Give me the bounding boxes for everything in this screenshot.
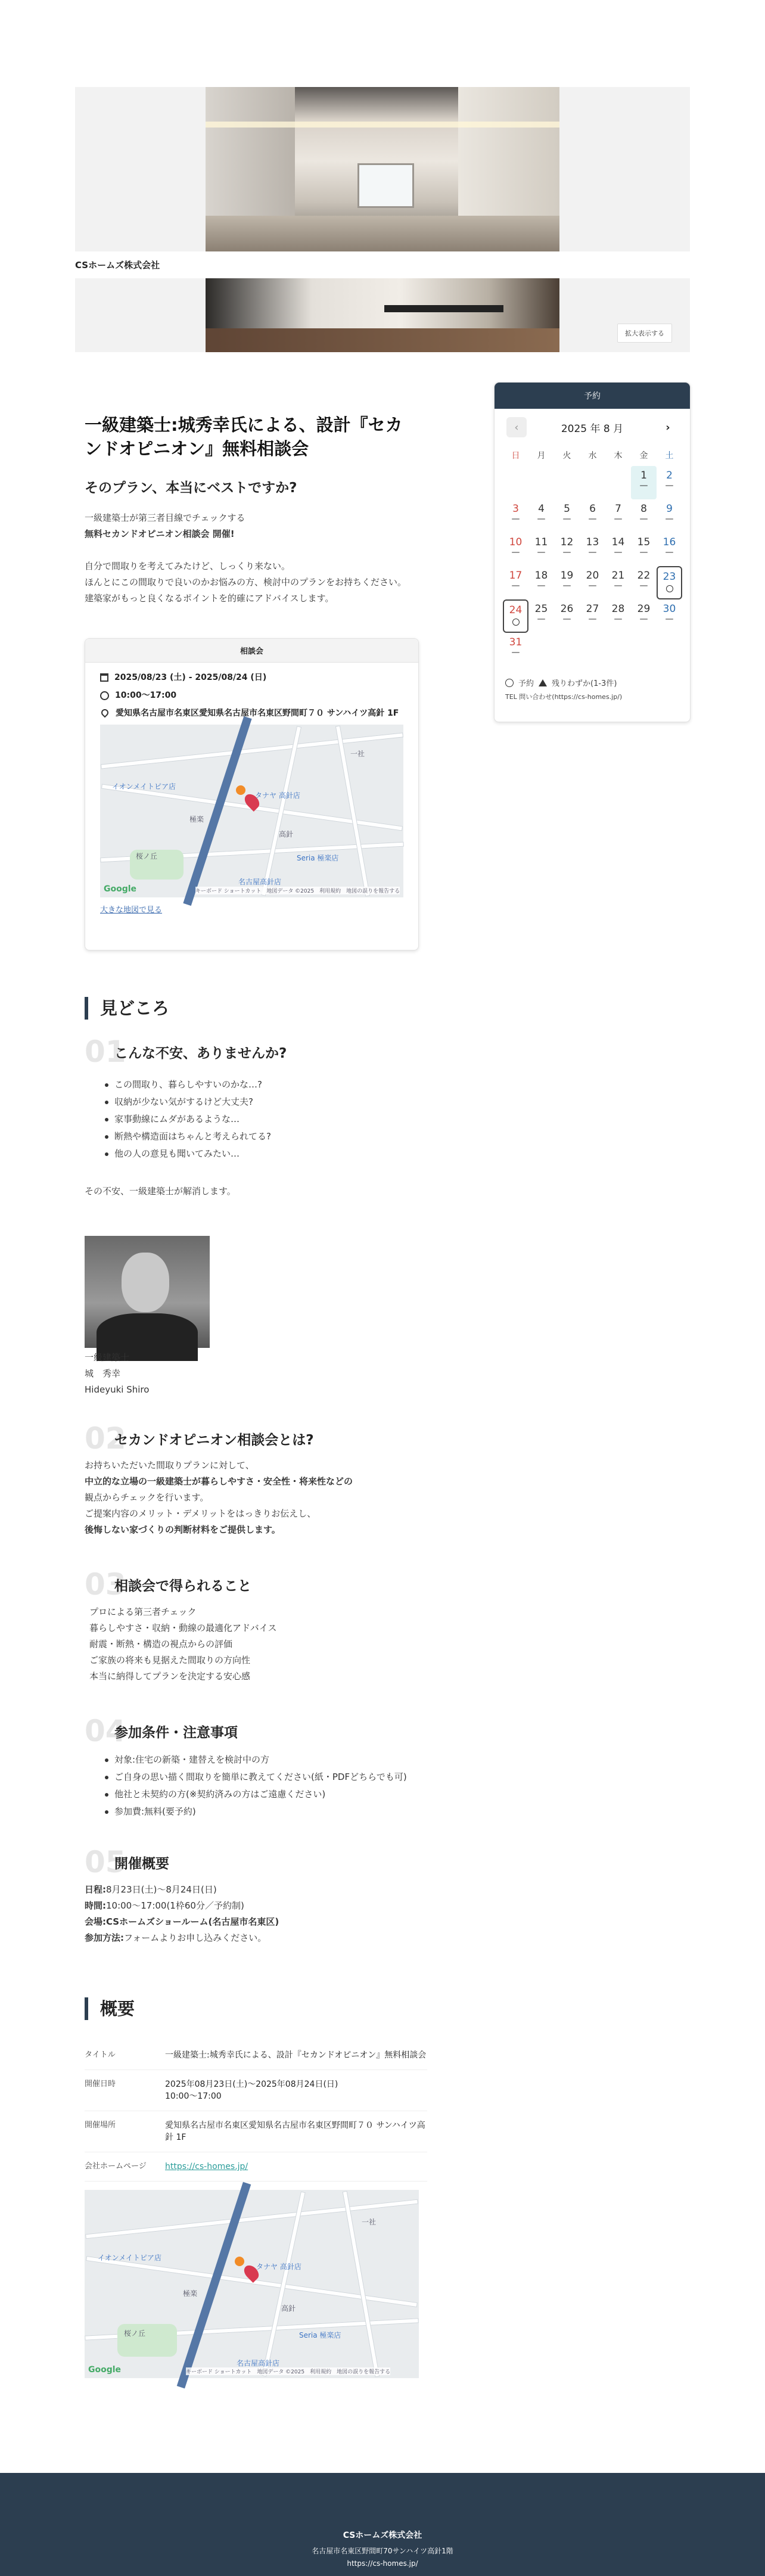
section-01: 01 こんな不安、ありませんか? xyxy=(85,1034,287,1069)
overview-table xyxy=(85,2041,427,2182)
list-item: 他の人の意見も聞いてみたい… xyxy=(101,1145,271,1163)
dow-label: 木 xyxy=(614,451,623,461)
clock-icon xyxy=(100,691,109,700)
calendar-day[interactable]: 2 — xyxy=(665,470,674,490)
map-label: 一社 xyxy=(362,2218,377,2226)
map-label: Seria 極楽店 xyxy=(299,2331,341,2339)
calendar-day[interactable]: 27 — xyxy=(586,603,599,624)
company-name: CSホームズ株式会社 xyxy=(75,260,160,271)
calendar-day[interactable]: 16 — xyxy=(663,536,676,557)
resolve-text: その不安、一級建築士が解消します。 xyxy=(85,1186,236,1197)
summary-list: 日程:8月23日(土)〜8月24日(日) 時間:10:00〜17:00(1枠60分／予約制) 会場:CSホームズショールーム(名古屋市名東区) 参加方法:フォームよりお申し込みください。 xyxy=(85,1884,279,1943)
map-label: 名古屋高針店 xyxy=(238,878,282,886)
map-label: 極楽 xyxy=(189,815,204,824)
calendar-day[interactable]: 1 — xyxy=(631,466,657,499)
calendar-day[interactable]: 26 — xyxy=(560,603,574,624)
section-02: 02 セカンドオピニオン相談会とは? xyxy=(85,1421,314,1456)
calendar-day[interactable]: 13 — xyxy=(586,536,599,557)
list-item: この間取り、暮らしやすいのかな…? xyxy=(101,1076,271,1093)
calendar-day[interactable]: 31 — xyxy=(509,636,523,657)
map-embed[interactable] xyxy=(100,725,403,897)
dow-label: 月 xyxy=(537,451,546,461)
list-item: 収納が少ない気がするけど大丈夫? xyxy=(101,1093,271,1111)
list-item: ご自身の思い描く間取りを簡単に教えてください(紙・PDFどちらでも可) xyxy=(101,1769,407,1786)
calendar-day[interactable]: 19 — xyxy=(560,570,574,591)
dining-photo xyxy=(206,278,559,352)
calendar-day[interactable]: 15 — xyxy=(637,536,651,557)
calendar-heading: 予約 xyxy=(495,383,690,409)
architect-photo xyxy=(85,1236,210,1348)
calendar-day[interactable]: 4 — xyxy=(537,503,546,524)
calendar-day-available[interactable]: 24 xyxy=(503,599,528,633)
info-card-heading: 相談会 xyxy=(85,639,418,663)
calendar-day[interactable]: 6 — xyxy=(588,503,597,524)
map-label: Seria 極楽店 xyxy=(297,854,339,862)
calendar-day[interactable]: 21 — xyxy=(611,570,625,591)
info-card xyxy=(85,638,419,950)
list-item: 断熱や構造面はちゃんと考えられてる? xyxy=(101,1128,271,1145)
event-intro: 一級建築士が第三者目線でチェックする 無料セカンドオピニオン相談会 開催! 自分で間取りを考えてみたけど、しっくり来ない。 ほんとにこの間取りで良いのかお悩みの方、検討中のプランをお持ちください。 建築家がもっと良くなるポイントを的確にアドバイスします。 xyxy=(85,512,407,604)
calendar-day[interactable]: 14 — xyxy=(611,536,625,557)
section-04: 04 参加条件・注意事項 xyxy=(85,1714,238,1748)
google-logo: Google xyxy=(104,884,137,894)
footer-url[interactable]: https://cs-homes.jp/ xyxy=(347,2559,418,2568)
table-row: タイトル 一級建築士:城秀幸氏による、設計『セカンドオピニオン』無料相談会 xyxy=(85,2041,427,2070)
event-title: 一級建築士:城秀幸氏による、設計『セカンドオピニオン』無料相談会 xyxy=(85,415,403,459)
dow-label: 土 xyxy=(665,451,674,461)
calendar-day[interactable]: 29 — xyxy=(637,603,651,624)
calendar-day[interactable]: 3 — xyxy=(511,503,520,524)
map-label: 高針 xyxy=(281,2304,296,2313)
calendar-day[interactable]: 8 — xyxy=(639,503,648,524)
enlarge-button[interactable]: 拡大表示する xyxy=(617,324,672,343)
map-label: 名古屋高針店 xyxy=(237,2359,280,2367)
dow-label: 金 xyxy=(639,451,648,461)
calendar-day[interactable]: 18 — xyxy=(534,570,548,591)
section-03: 03 相談会で得られること xyxy=(85,1567,251,1602)
map-label: 極楽 xyxy=(183,2289,198,2298)
calendar-day-available[interactable]: 23 xyxy=(657,566,682,599)
footer xyxy=(0,2473,765,2576)
hero-image-sub[interactable] xyxy=(75,278,690,352)
calendar-day[interactable]: 11 — xyxy=(534,536,548,557)
map-label: イオンメイトピア店 xyxy=(98,2254,162,2262)
benefit-list: プロによる第三者チェック 暮らしやすさ・収納・動線の最適化アドバイス 耐震・断熱・構造の視点からの評価 ご家族の将来も見据えた間取りの方向性 本当に納得してプランを決定する安心感 xyxy=(89,1606,277,1682)
map-label: 桜ノ丘 xyxy=(124,2329,146,2338)
calendar-day[interactable]: 17 — xyxy=(509,570,523,591)
calendar-day[interactable]: 9 — xyxy=(665,503,674,524)
time-row: 10:00〜17:00 xyxy=(100,689,403,702)
condition-list xyxy=(101,1751,407,1820)
architect-info: 一級建築士 城 秀幸 Hideyuki Shiro xyxy=(85,1352,150,1395)
google-logo: Google xyxy=(88,2365,122,2375)
event-lead: そのプラン、本当にベストですか? xyxy=(85,480,297,496)
section-number: 05 xyxy=(85,1845,126,1879)
dow-label: 火 xyxy=(562,451,571,461)
calendar-day[interactable]: 12 — xyxy=(560,536,574,557)
map-attribution[interactable]: キーボード ショートカット 地図データ ©2025 利用規約 地図の誤りを報告する xyxy=(195,887,400,894)
map-label: 桜ノ丘 xyxy=(136,852,158,860)
map-attribution[interactable]: キーボード ショートカット 地図データ ©2025 利用規約 地図の誤りを報告する xyxy=(186,2367,390,2375)
table-row: 開催日時 2025年08月23日(土)〜2025年08月24日(日) 10:00〜17:00 xyxy=(85,2070,427,2111)
section-number: 04 xyxy=(85,1714,126,1748)
next-month-button[interactable]: › xyxy=(666,421,670,434)
location-pin-icon xyxy=(100,708,110,718)
calendar-day[interactable]: 5 — xyxy=(562,503,571,524)
calendar-icon xyxy=(100,673,108,682)
worry-list xyxy=(101,1076,271,1163)
tel-link[interactable]: TEL 問い合わせ(https://cs-homes.jp/) xyxy=(505,693,623,701)
footer-address: 名古屋市名東区野間町70サンハイツ高針1階 xyxy=(312,2547,453,2555)
large-map-link[interactable]: 大きな地図で見る xyxy=(100,906,163,915)
footer-company: CSホームズ株式会社 xyxy=(343,2531,422,2540)
overview-map[interactable] xyxy=(85,2190,419,2378)
prev-month-button[interactable]: ‹ xyxy=(506,417,527,437)
table-row: 開催場所 愛知県名古屋市名東区愛知県名古屋市名東区野間町７０ サンハイツ高針 1F xyxy=(85,2111,427,2152)
calendar-grid xyxy=(495,446,690,666)
map-label: 一社 xyxy=(350,750,365,758)
calendar-day[interactable]: 22 — xyxy=(637,570,651,591)
list-item: 他社と未契約の方(※契約済みの方はご遠慮ください) xyxy=(101,1786,407,1803)
calendar-day[interactable]: 7 — xyxy=(614,503,623,524)
list-item: 対象:住宅の新築・建替えを検討中の方 xyxy=(101,1751,407,1769)
hero-image-main[interactable] xyxy=(75,87,690,251)
section-number: 03 xyxy=(85,1567,126,1602)
dow-label: 日 xyxy=(511,451,520,461)
map-label: タナヤ 高針店 xyxy=(256,2263,301,2271)
section-number: 01 xyxy=(85,1034,126,1069)
calendar-legend: 予約 残りわずか(1-3件) xyxy=(505,677,679,688)
calendar-day[interactable]: 28 — xyxy=(611,603,625,624)
homepage-link[interactable]: https://cs-homes.jp/ xyxy=(165,2152,427,2182)
circle-icon xyxy=(505,679,514,687)
section-number: 02 xyxy=(85,1421,126,1456)
highlights-heading: 見どころ xyxy=(85,997,169,1020)
section-02-body: お持ちいただいた間取りプランに対して、 中立的な立場の一級建築士が暮らしやすさ・安全性・将来性などの 観点からチェックを行います。 ご提案内容のメリット・デメリットをはっきりお伝えし、 後悔しない家づくりの判断材料をご提供します。 xyxy=(85,1460,353,1535)
calendar-day[interactable]: 10 — xyxy=(509,536,523,557)
list-item: 参加費:無料(要予約) xyxy=(101,1803,407,1820)
calendar-day[interactable]: 20 — xyxy=(586,570,599,591)
calendar-day[interactable]: 30 — xyxy=(663,603,676,624)
section-05: 05 開催概要 xyxy=(85,1845,169,1879)
list-item: 家事動線にムダがあるような… xyxy=(101,1111,271,1128)
booking-calendar xyxy=(494,382,691,722)
date-row: 2025/08/23 (土) - 2025/08/24 (日) xyxy=(100,671,403,684)
calendar-month: 2025 年 8 月 xyxy=(561,422,624,435)
map-label: 高針 xyxy=(279,830,294,838)
kitchen-photo xyxy=(206,87,559,251)
dow-label: 水 xyxy=(588,451,597,461)
triangle-icon xyxy=(539,679,547,686)
address-row: 愛知県名古屋市名東区愛知県名古屋市名東区野間町７０ サンハイツ高針 1F xyxy=(100,707,403,720)
map-label: タナヤ 高針店 xyxy=(255,791,300,800)
overview-heading: 概要 xyxy=(85,1997,135,2020)
map-label: イオンメイトピア店 xyxy=(112,782,176,791)
table-row: 会社ホームページ https://cs-homes.jp/ xyxy=(85,2152,427,2182)
calendar-day[interactable]: 25 — xyxy=(534,603,548,624)
